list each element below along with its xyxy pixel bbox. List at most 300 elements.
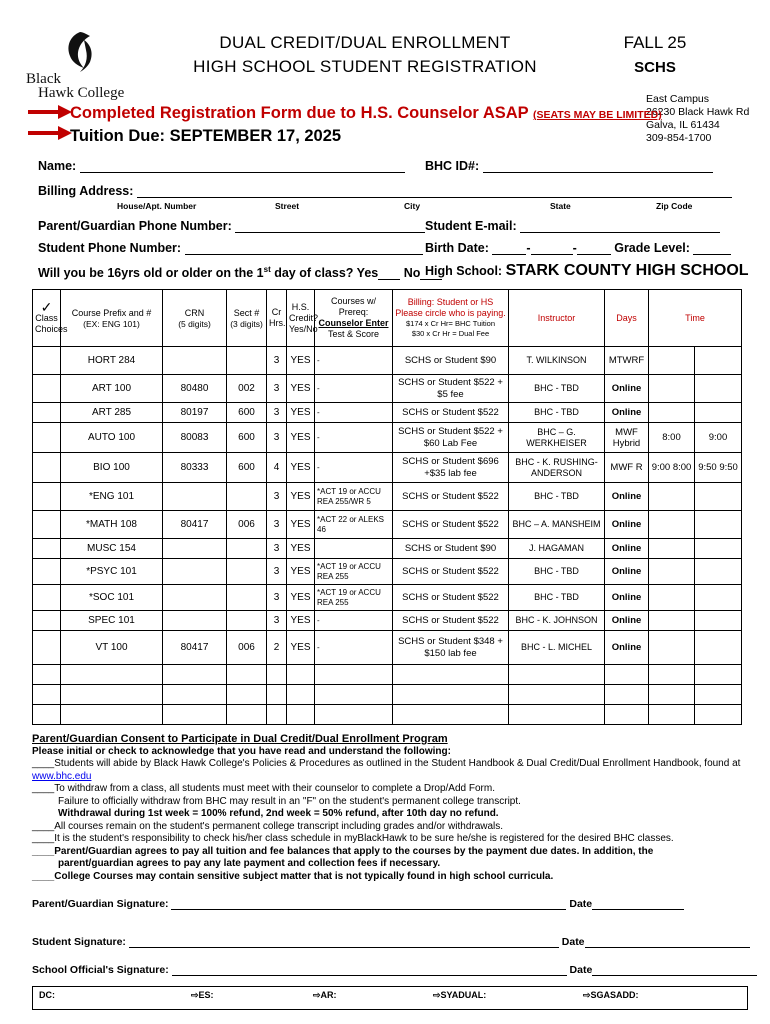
prereq-cell: - [315, 347, 393, 375]
consent-payment-fees: parent/guardian agrees to pay any late payment and collection fees if necessary. [58, 858, 441, 869]
sect-cell [227, 559, 267, 585]
cr-hrs-cell [267, 705, 287, 725]
bhc-id-input-line[interactable] [483, 160, 713, 173]
table-row [33, 511, 742, 539]
bhc-id-label: BHC ID#: [425, 159, 480, 173]
crn-header [163, 290, 227, 347]
instructor-cell: BHC – G. WERKHEISER [509, 423, 605, 453]
class-choice-checkbox[interactable] [33, 685, 61, 705]
consent-item-policies-text: ____Students will abide by Black Hawk College's Policies & Procedures as outlined in the Student Handbook & Dual Credit/Dual Enrollment Handbook, found at [32, 758, 741, 769]
parent-phone-input-line[interactable] [235, 220, 425, 233]
student-email-input-line[interactable] [520, 220, 720, 233]
table-row [33, 631, 742, 665]
days-cell: Online [605, 403, 649, 423]
hs-credit-cell: YES [287, 539, 315, 559]
cr-hrs-cell: 3 [267, 403, 287, 423]
crn-cell [163, 483, 227, 511]
table-row [33, 375, 742, 403]
billing-address-input-line[interactable] [137, 185, 732, 198]
cr-hrs-cell: 3 [267, 347, 287, 375]
sect-cell: 600 [227, 423, 267, 453]
cr-hrs-cell: 2 [267, 631, 287, 665]
instructor-cell [509, 665, 605, 685]
time-end-cell: 9:50 9:50 [695, 453, 742, 483]
class-choice-checkbox[interactable] [33, 483, 61, 511]
sect-cell: 006 [227, 631, 267, 665]
instructor-cell: BHC - TBD [509, 585, 605, 611]
official-signature-label: School Official's Signature: [32, 964, 169, 976]
time-start-cell [649, 665, 695, 685]
time-end-cell [695, 665, 742, 685]
consent-item-transcript[interactable]: ____All courses remain on the student's permanent college transcript including grades and/or withdrawals. [32, 820, 504, 832]
consent-item-subject-matter[interactable]: ____College Courses may contain sensitive subject matter that is not typically found in high school curricula. [32, 870, 554, 882]
class-choice-checkbox[interactable] [33, 539, 61, 559]
student-signature-line[interactable] [32, 935, 750, 948]
sect-label: Sect # [233, 307, 260, 318]
time-end-cell: 9:00 [695, 423, 742, 453]
prereq-cell [315, 685, 393, 705]
time-end-cell [695, 559, 742, 585]
billing-label-c: $174 x Cr Hr= BHC Tuition [406, 319, 495, 328]
prereq-cell: *ACT 22 or ALEKS 46 [315, 511, 393, 539]
official-date-input[interactable] [592, 963, 757, 976]
billing-cell: SCHS or Student $522 + $60 Lab Fee [393, 423, 509, 453]
logo-text-line1: Black [26, 71, 61, 87]
hs-credit-cell: YES [287, 611, 315, 631]
billing-header [393, 290, 509, 347]
prereq-cell: *ACT 19 or ACCU REA 255 [315, 559, 393, 585]
class-choice-checkbox[interactable] [33, 423, 61, 453]
time-start-cell [649, 559, 695, 585]
billing-cell: SCHS or Student $90 [393, 539, 509, 559]
days-cell: Online [605, 539, 649, 559]
crn-cell: 80417 [163, 631, 227, 665]
course-prefix-cell: *ENG 101 [61, 483, 163, 511]
class-choice-checkbox[interactable] [33, 631, 61, 665]
time-start-cell [649, 539, 695, 559]
consent-item-policies[interactable] [32, 758, 747, 783]
sect-cell [227, 705, 267, 725]
time-end-cell [695, 483, 742, 511]
parent-signature-input[interactable] [171, 897, 566, 910]
checkmark-icon: ✓ [40, 298, 53, 315]
instructor-cell: BHC - K. JOHNSON [509, 611, 605, 631]
days-cell: MWF Hybrid [605, 423, 649, 453]
hs-credit-cell: YES [287, 453, 315, 483]
sect-cell: 600 [227, 453, 267, 483]
time-start-cell [649, 685, 695, 705]
hs-credit-cell [287, 705, 315, 725]
crn-sub-label: (5 digits) [178, 318, 211, 329]
course-prefix-cell: AUTO 100 [61, 423, 163, 453]
time-start-cell [649, 347, 695, 375]
table-row [33, 611, 742, 631]
birth-date-field[interactable]: Birth Date: - - Grade Level: [425, 241, 731, 255]
instructor-cell: BHC - TBD [509, 375, 605, 403]
prereq-cell: - [315, 631, 393, 665]
crn-cell [163, 347, 227, 375]
arrow-right-icon [28, 126, 72, 140]
table-row [33, 453, 742, 483]
birth-month-line[interactable] [492, 242, 526, 255]
course-prefix-cell: ART 285 [61, 403, 163, 423]
tuition-due: Tuition Due: SEPTEMBER 17, 2025 [70, 127, 342, 145]
class-choice-checkbox[interactable] [33, 585, 61, 611]
hs-credit-header: H.S. Credit? Yes/No [287, 290, 315, 347]
hs-credit-cell: YES [287, 511, 315, 539]
name-field[interactable] [38, 159, 405, 173]
table-header-row [33, 290, 742, 347]
cr-hrs-cell: 3 [267, 539, 287, 559]
birth-year-line[interactable] [577, 242, 611, 255]
time-start-cell [649, 631, 695, 665]
sect-cell: 600 [227, 403, 267, 423]
class-choice-checkbox[interactable] [33, 375, 61, 403]
es-label: ⇨ES: [191, 990, 214, 1000]
cr-hrs-cell [267, 685, 287, 705]
time-start-cell [649, 611, 695, 631]
time-start-cell [649, 585, 695, 611]
billing-cell: SCHS or Student $348 + $150 lab fee [393, 631, 509, 665]
deadline-text: Completed Registration Form due to H.S. Counselor ASAP [70, 104, 529, 122]
student-phone-field[interactable] [38, 241, 423, 255]
course-rows [33, 347, 742, 725]
high-school-field [425, 262, 749, 280]
time-start-cell [649, 483, 695, 511]
instructor-cell: BHC - TBD [509, 559, 605, 585]
course-prefix-cell: *MATH 108 [61, 511, 163, 539]
consent-item-schedule[interactable]: ____It is the student's responsibility to check his/her class schedule in myBlackHawk to be sure he/she is registered for the desired BHC classes. [32, 833, 674, 844]
course-prefix-header [61, 290, 163, 347]
time-start-cell [649, 705, 695, 725]
hs-credit-cell: YES [287, 483, 315, 511]
consent-section [32, 733, 747, 883]
table-row [33, 665, 742, 685]
consent-withdraw-refund: Withdrawal during 1st week = 100% refund, 2nd week = 50% refund, after 10th day no refund. [58, 808, 499, 819]
class-choice-checkbox[interactable] [33, 611, 61, 631]
hs-credit-cell: YES [287, 423, 315, 453]
course-prefix-example: (EX: ENG 101) [83, 318, 140, 329]
instructor-cell: BHC - TBD [509, 483, 605, 511]
instructor-cell: BHC - K. RUSHING-ANDERSON [509, 453, 605, 483]
deadline-notice [70, 104, 662, 123]
campus-city: Galva, IL 61434 [646, 119, 720, 131]
time-end-cell [695, 511, 742, 539]
consent-heading: Parent/Guardian Consent to Participate in Dual Credit/Dual Enrollment Program [32, 733, 448, 745]
sect-cell: 002 [227, 375, 267, 403]
college-logo [26, 30, 136, 100]
time-header: Time [649, 290, 742, 347]
age-question-yes: day of class? Yes [270, 266, 379, 281]
billing-cell: SCHS or Student $522 [393, 611, 509, 631]
student-date-input[interactable] [585, 935, 750, 948]
sect-cell [227, 685, 267, 705]
sect-cell: 006 [227, 511, 267, 539]
billing-address-field[interactable] [38, 184, 732, 198]
time-end-cell [695, 403, 742, 423]
campus-street: 26230 Black Hawk Rd [646, 106, 750, 118]
name-input-line[interactable] [80, 160, 405, 173]
crn-cell: 80197 [163, 403, 227, 423]
ar-label: ⇨AR: [313, 990, 337, 1000]
parent-phone-field[interactable] [38, 219, 425, 233]
course-prefix-cell: SPEC 101 [61, 611, 163, 631]
student-phone-input-line[interactable] [185, 242, 423, 255]
hawk-logo-icon [60, 30, 100, 74]
consent-intro: Please initial or check to acknowledge that you have read and understand the following: [32, 745, 451, 757]
hs-credit-cell: YES [287, 403, 315, 423]
days-cell: MTWRF [605, 347, 649, 375]
days-cell [605, 705, 649, 725]
days-cell: Online [605, 559, 649, 585]
instructor-cell: BHC - TBD [509, 403, 605, 423]
prereq-header [315, 290, 393, 347]
school-code: SCHS [634, 59, 676, 76]
table-row [33, 483, 742, 511]
name-label: Name: [38, 159, 77, 173]
cr-hrs-cell: 3 [267, 511, 287, 539]
instructor-cell: J. HAGAMAN [509, 539, 605, 559]
prereq-label-b: Counselor Enter [318, 318, 389, 328]
official-signature-input[interactable] [172, 963, 567, 976]
table-row [33, 347, 742, 375]
hs-credit-cell [287, 665, 315, 685]
billing-label-a: Billing: Student or HS [407, 297, 494, 307]
class-choices-header [33, 290, 68, 347]
billing-cell: SCHS or Student $90 [393, 347, 509, 375]
course-prefix-cell [61, 665, 163, 685]
billing-cell [393, 685, 509, 705]
time-start-cell: 9:00 8:00 [649, 453, 695, 483]
table-row [33, 585, 742, 611]
cr-hrs-cell: 3 [267, 375, 287, 403]
billing-cell: SCHS or Student $522 + $5 fee [393, 375, 509, 403]
billing-cell [393, 665, 509, 685]
cr-hrs-header: Cr Hrs. [267, 290, 287, 347]
sect-cell [227, 347, 267, 375]
prereq-cell: *ACT 19 or ACCU REA 255 [315, 585, 393, 611]
class-choices-label: Class Choices [35, 312, 68, 334]
table-row [33, 423, 742, 453]
cr-hrs-cell: 3 [267, 559, 287, 585]
time-start-cell: 8:00 [649, 423, 695, 453]
days-cell [605, 685, 649, 705]
days-cell [605, 665, 649, 685]
billing-cell: SCHS or Student $522 [393, 403, 509, 423]
logo-text-line2: Hawk College [38, 85, 125, 101]
instructor-cell [509, 685, 605, 705]
addr-street-caption: Street [275, 201, 300, 211]
prereq-cell [315, 705, 393, 725]
student-phone-label: Student Phone Number: [38, 241, 182, 255]
cr-hrs-cell: 3 [267, 483, 287, 511]
billing-cell: SCHS or Student $522 [393, 511, 509, 539]
arrow-right-icon [28, 105, 72, 119]
hs-credit-cell: YES [287, 347, 315, 375]
table-row [33, 685, 742, 705]
class-choice-checkbox[interactable] [33, 665, 61, 685]
instructor-cell: BHC - L. MICHEL [509, 631, 605, 665]
time-end-cell [695, 705, 742, 725]
crn-cell: 80333 [163, 453, 227, 483]
billing-cell: SCHS or Student $522 [393, 585, 509, 611]
days-cell: Online [605, 585, 649, 611]
parent-date-input[interactable] [592, 897, 684, 910]
course-table [32, 289, 742, 725]
form-title-line2: HIGH SCHOOL STUDENT REGISTRATION [193, 57, 537, 76]
table-row [33, 403, 742, 423]
time-start-cell [649, 375, 695, 403]
sect-cell [227, 665, 267, 685]
dc-label: DC: [39, 990, 55, 1000]
prereq-cell [315, 539, 393, 559]
course-prefix-cell [61, 685, 163, 705]
consent-item-withdraw[interactable]: ____To withdraw from a class, all students must meet with their counselor to complete a Drop/Add Form. [32, 783, 495, 794]
prereq-cell: - [315, 453, 393, 483]
addr-zip-caption: Zip Code [656, 201, 693, 211]
course-prefix-cell: ART 100 [61, 375, 163, 403]
cr-hrs-cell: 3 [267, 585, 287, 611]
sect-sub-label: (3 digits) [230, 318, 263, 329]
crn-cell: 80083 [163, 423, 227, 453]
days-cell: Online [605, 611, 649, 631]
campus-phone: 309-854-1700 [646, 132, 712, 144]
crn-cell [163, 685, 227, 705]
form-title-line1: DUAL CREDIT/DUAL ENROLLMENT [219, 33, 511, 52]
course-prefix-cell: *SOC 101 [61, 585, 163, 611]
parent-date-label: Date [569, 898, 593, 910]
high-school-label: High School: [425, 264, 503, 278]
time-end-cell [695, 347, 742, 375]
addr-state-caption: State [550, 201, 571, 211]
grade-level-label: Grade Level: [614, 241, 690, 255]
days-cell: MWF R [605, 453, 649, 483]
days-header: Days [605, 290, 649, 347]
term-label: FALL 25 [623, 33, 687, 52]
official-signature-line[interactable] [32, 963, 757, 976]
age-question-text: Will you be 16yrs old or older on the 1 [38, 266, 264, 281]
crn-cell [163, 585, 227, 611]
addr-city-caption: City [404, 201, 421, 211]
bhc-id-field[interactable] [425, 159, 713, 173]
age-yes-line[interactable] [378, 267, 400, 280]
class-choice-checkbox[interactable] [33, 347, 61, 375]
student-email-field[interactable] [425, 219, 720, 233]
sgasadd-label: ⇨SGASADD: [583, 990, 639, 1000]
crn-cell [163, 539, 227, 559]
billing-cell [393, 705, 509, 725]
prereq-cell: - [315, 611, 393, 631]
cr-hrs-cell: 3 [267, 611, 287, 631]
time-end-cell [695, 631, 742, 665]
grade-level-input-line[interactable] [693, 242, 731, 255]
official-date-label: Date [569, 964, 593, 976]
crn-cell: 80417 [163, 511, 227, 539]
course-prefix-cell: HORT 284 [61, 347, 163, 375]
sect-cell [227, 483, 267, 511]
bhc-website-link[interactable]: www.bhc.edu [32, 770, 92, 782]
table-row [33, 539, 742, 559]
time-start-cell [649, 511, 695, 539]
cr-hrs-cell: 3 [267, 423, 287, 453]
birth-day-line[interactable] [531, 242, 573, 255]
time-end-cell [695, 611, 742, 631]
class-choice-checkbox[interactable] [33, 559, 61, 585]
days-cell: Online [605, 511, 649, 539]
course-prefix-label: Course Prefix and # [71, 307, 152, 318]
seats-limited-note: (SEATS MAY BE LIMITED) [532, 109, 662, 121]
days-cell: Online [605, 375, 649, 403]
course-prefix-cell: BIO 100 [61, 453, 163, 483]
hs-credit-cell: YES [287, 375, 315, 403]
time-start-cell [649, 403, 695, 423]
parent-phone-label: Parent/Guardian Phone Number: [38, 219, 232, 233]
age-question-sup: st [263, 265, 271, 274]
addr-house-caption: House/Apt. Number [117, 201, 197, 211]
consent-withdraw-failure: Failure to officially withdraw from BHC may result in an "F" on the student's permanent college transcript. [58, 795, 521, 807]
course-prefix-cell [61, 705, 163, 725]
sect-cell [227, 611, 267, 631]
time-end-cell [695, 585, 742, 611]
prereq-cell: *ACT 19 or ACCU REA 255/WR 5 [315, 483, 393, 511]
parent-signature-line[interactable] [32, 897, 684, 910]
hs-credit-cell [287, 685, 315, 705]
crn-cell [163, 705, 227, 725]
class-choice-checkbox[interactable] [33, 705, 61, 725]
billing-cell: SCHS or Student $696 +$35 lab fee [393, 453, 509, 483]
days-cell: Online [605, 483, 649, 511]
class-choice-checkbox[interactable] [33, 511, 61, 539]
hs-credit-cell: YES [287, 559, 315, 585]
course-prefix-cell: *PSYC 101 [61, 559, 163, 585]
consent-item-payment[interactable]: ____Parent/Guardian agrees to pay all tuition and fee balances that apply to the courses by the payment due dates. In addition, the [32, 845, 654, 857]
days-cell: Online [605, 631, 649, 665]
student-email-label: Student E-mail: [425, 219, 517, 233]
crn-cell [163, 665, 227, 685]
crn-cell [163, 611, 227, 631]
campus-name: East Campus [646, 93, 710, 105]
billing-label-b: Please circle who is paying. [395, 308, 506, 318]
billing-label-d: $30 x Cr Hr = Dual Fee [411, 329, 490, 338]
billing-cell: SCHS or Student $522 [393, 559, 509, 585]
birth-date-label: Birth Date: [425, 241, 489, 255]
office-use-box [32, 986, 748, 1010]
age-question [38, 265, 442, 280]
time-end-cell [695, 539, 742, 559]
class-choice-checkbox[interactable] [33, 403, 61, 423]
hs-credit-cell: YES [287, 585, 315, 611]
prereq-cell [315, 665, 393, 685]
class-choice-checkbox[interactable] [33, 453, 61, 483]
course-prefix-cell: VT 100 [61, 631, 163, 665]
course-prefix-cell: MUSC 154 [61, 539, 163, 559]
prereq-cell: - [315, 375, 393, 403]
prereq-cell: - [315, 403, 393, 423]
student-signature-input[interactable] [129, 935, 559, 948]
parent-signature-label: Parent/Guardian Signature: [32, 898, 169, 910]
table-row [33, 705, 742, 725]
instructor-cell [509, 705, 605, 725]
prereq-label-c: Test & Score [327, 329, 380, 339]
billing-address-label: Billing Address: [38, 184, 134, 198]
cr-hrs-cell [267, 665, 287, 685]
time-end-cell [695, 375, 742, 403]
student-date-label: Date [561, 936, 585, 948]
sect-cell [227, 585, 267, 611]
billing-cell: SCHS or Student $522 [393, 483, 509, 511]
instructor-cell: BHC – A. MANSHEIM [509, 511, 605, 539]
prereq-label-a: Courses w/ Prereq: [330, 296, 376, 317]
